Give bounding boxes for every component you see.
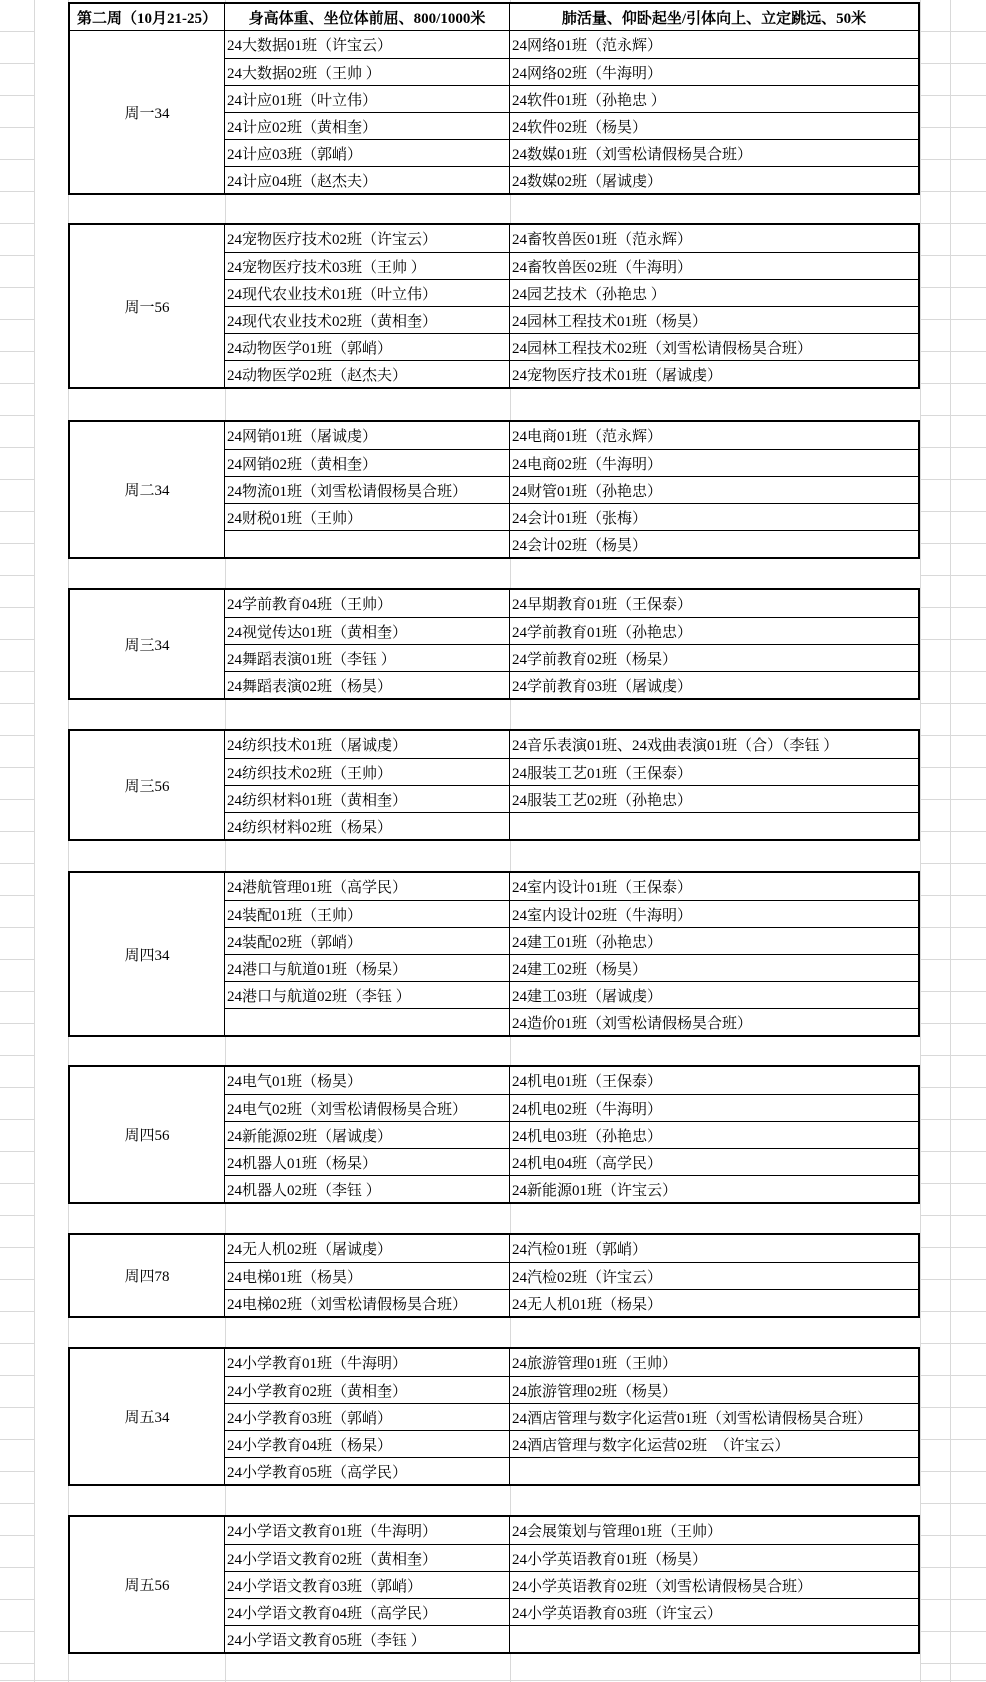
class-cell[interactable]: 24旅游管理02班（杨昊） (512, 1383, 678, 1400)
class-cell[interactable]: 24小学教育04班（杨杲） (225, 1431, 510, 1457)
class-cell[interactable]: 24财税01班（王帅） (225, 504, 510, 530)
class-cell[interactable]: 24电气02班（刘雪松请假杨昊合班） (225, 1095, 510, 1121)
class-cell[interactable]: 24宠物医疗技术02班（许宝云） (225, 225, 510, 252)
schedule-block-1 (68, 223, 920, 389)
block-rows (225, 225, 918, 387)
class-cell[interactable]: 24音乐表演01班、24戏曲表演01班（合）（李钰 ） (512, 738, 839, 754)
class-cell[interactable]: 24新能源02班（屠诚虔） (225, 1122, 510, 1148)
table-row (225, 166, 918, 193)
class-cell[interactable]: 24网销01班（屠诚虔） (225, 422, 510, 449)
class-cell[interactable]: 24畜牧兽医01班（范永辉） (512, 232, 693, 248)
class-cell[interactable]: 24小学教育02班（黄相奎） (225, 1377, 510, 1403)
class-cell[interactable]: 24电商02班（牛海明） (512, 456, 663, 473)
class-cell[interactable]: 24学前教育01班（孙艳忠） (512, 624, 693, 641)
class-cell[interactable]: 24酒店管理与数字化运营01班（刘雪松请假杨昊合班） (512, 1410, 873, 1427)
class-cell[interactable]: 24建工03班（屠诚虔） (512, 988, 663, 1005)
block-body (70, 1517, 918, 1652)
class-cell[interactable]: 24机电04班（高学民） (512, 1155, 663, 1172)
class-cell[interactable]: 24计应01班（叶立伟） (225, 86, 510, 112)
table-row (225, 58, 918, 85)
class-cell[interactable]: 24小学教育03班（郭峭） (225, 1404, 510, 1430)
class-cell[interactable]: 24酒店管理与数字化运营02班 （许宝云） (512, 1437, 790, 1454)
class-cell[interactable]: 24视觉传达01班（黄相奎） (225, 618, 510, 644)
class-cell[interactable]: 24小学英语教育02班（刘雪松请假杨昊合班） (512, 1578, 813, 1595)
table-row (225, 449, 918, 476)
schedule-block-6 (68, 1065, 920, 1204)
class-cell[interactable]: 24软件02班（杨昊） (512, 119, 648, 136)
class-cell[interactable]: 24电气01班（杨昊） (225, 1067, 510, 1094)
class-cell[interactable]: 24机电03班（孙艳忠） (512, 1128, 663, 1145)
class-cell[interactable]: 24汽检01班（郭峭） (512, 1242, 648, 1258)
table-row (225, 31, 918, 58)
class-cell[interactable]: 24会计02班（杨昊） (512, 537, 648, 554)
class-cell[interactable]: 24无人机02班（屠诚虔） (225, 1235, 510, 1262)
class-cell[interactable]: 24宠物医疗技术01班（屠诚虔） (512, 367, 723, 384)
class-cell[interactable]: 24大数据01班（许宝云） (225, 31, 510, 58)
class-cell[interactable]: 24室内设计01班（王保泰） (512, 880, 693, 896)
schedule-block-4 (68, 729, 920, 841)
class-cell[interactable] (510, 1458, 918, 1484)
header-test2-cell[interactable]: 肺活量、仰卧起坐/引体向上、立定跳远、50米 (561, 10, 867, 27)
table-row (225, 225, 918, 252)
table-row (225, 1289, 918, 1316)
header-row (70, 4, 918, 31)
class-cell[interactable]: 24装配02班（郭峭） (225, 928, 510, 954)
day-cell-7[interactable]: 周四78 (70, 1235, 225, 1316)
class-cell[interactable]: 24汽检02班（许宝云） (512, 1269, 663, 1286)
block-body (70, 590, 918, 698)
block-body (70, 31, 918, 193)
class-cell[interactable]: 24数媒01班（刘雪松请假杨昊合班） (512, 146, 753, 163)
table-row (225, 1148, 918, 1175)
block-rows (225, 1517, 918, 1652)
table-row (225, 333, 918, 360)
class-cell[interactable]: 24纺织技术02班（王帅） (225, 759, 510, 785)
class-cell[interactable] (225, 1009, 510, 1035)
block-body (70, 1235, 918, 1316)
class-cell[interactable]: 24园林工程技术01班（杨昊） (512, 313, 708, 330)
class-cell[interactable]: 24建工01班（孙艳忠） (512, 934, 663, 951)
table-row (225, 900, 918, 927)
block-rows (225, 873, 918, 1035)
header-week-cell[interactable]: 第二周（10月21-25） (70, 4, 225, 30)
class-cell[interactable]: 24舞蹈表演01班（李钰 ） (225, 645, 510, 671)
table-row (225, 644, 918, 671)
class-cell[interactable]: 24无人机01班（杨杲） (512, 1296, 663, 1313)
class-cell[interactable]: 24现代农业技术02班（黄相奎） (225, 307, 510, 333)
block-rows (225, 422, 918, 557)
class-cell[interactable]: 24电商01班（范永辉） (512, 429, 663, 445)
table-row (225, 1598, 918, 1625)
table-row (225, 1625, 918, 1652)
schedule-block-3 (68, 588, 920, 700)
class-cell[interactable]: 24网络01班（范永辉） (512, 38, 663, 54)
class-cell[interactable]: 24动物医学02班（赵杰夫） (225, 361, 510, 387)
table-row (225, 1008, 918, 1035)
schedule-block-2 (68, 420, 920, 559)
class-cell[interactable]: 24会展策划与管理01班（王帅） (512, 1524, 723, 1540)
class-cell[interactable]: 24大数据02班（王帅 ） (225, 59, 510, 85)
class-cell[interactable]: 24小学语文教育05班（李钰 ） (225, 1626, 510, 1652)
block-rows (225, 1235, 918, 1316)
table-row (225, 1376, 918, 1403)
table-row (225, 758, 918, 785)
table-row (225, 954, 918, 981)
table-row (225, 671, 918, 698)
class-cell[interactable] (510, 1626, 918, 1652)
day-cell-6[interactable]: 周四56 (70, 1067, 225, 1202)
table-row (225, 731, 918, 758)
table-row (225, 1121, 918, 1148)
block-rows (225, 31, 918, 193)
class-cell[interactable]: 24学前教育03班（屠诚虔） (512, 678, 693, 695)
class-cell[interactable]: 24机电02班（牛海明） (512, 1101, 663, 1118)
schedule-block-0 (68, 2, 920, 195)
day-cell-2[interactable]: 周二34 (70, 422, 225, 557)
table-row (225, 981, 918, 1008)
table-row (225, 1544, 918, 1571)
class-cell[interactable]: 24软件01班（孙艳忠 ） (512, 92, 666, 109)
class-cell[interactable]: 24小学英语教育01班（杨昊） (512, 1551, 708, 1568)
class-cell[interactable]: 24电梯01班（杨昊） (225, 1263, 510, 1289)
class-cell[interactable]: 24服装工艺02班（孙艳忠） (512, 792, 693, 809)
class-cell[interactable]: 24小学英语教育03班（许宝云） (512, 1605, 723, 1622)
block-body (70, 731, 918, 839)
class-cell[interactable]: 24现代农业技术01班（叶立伟） (225, 280, 510, 306)
class-cell[interactable]: 24服装工艺01班（王保泰） (512, 765, 693, 782)
class-cell[interactable]: 24小学语文教育03班（郭峭） (225, 1572, 510, 1598)
class-cell[interactable]: 24纺织技术01班（屠诚虔） (225, 731, 510, 758)
table-row (225, 1571, 918, 1598)
block-body (70, 1349, 918, 1484)
class-cell[interactable]: 24机器人01班（杨杲） (225, 1149, 510, 1175)
class-cell[interactable]: 24舞蹈表演02班（杨昊） (225, 672, 510, 698)
right-margin-column-line (950, 0, 951, 1682)
table-row (225, 530, 918, 557)
table-row (225, 1457, 918, 1484)
table-row (225, 1349, 918, 1376)
class-cell[interactable]: 24纺织材料01班（黄相奎） (225, 786, 510, 812)
class-cell[interactable]: 24机电01班（王保泰） (512, 1074, 663, 1090)
day-cell-1[interactable]: 周一56 (70, 225, 225, 387)
table-row (225, 812, 918, 839)
table-row (225, 112, 918, 139)
right-margin-gridlines (921, 0, 986, 1682)
schedule-block-5 (68, 871, 920, 1037)
table-row (225, 1094, 918, 1121)
day-cell-8[interactable]: 周五34 (70, 1349, 225, 1484)
block-body (70, 1067, 918, 1202)
class-cell[interactable]: 24旅游管理01班（王帅） (512, 1356, 678, 1372)
table-row (225, 360, 918, 387)
class-cell[interactable]: 24室内设计02班（牛海明） (512, 907, 693, 924)
table-row (225, 1175, 918, 1202)
table-row (225, 785, 918, 812)
table-row (225, 1517, 918, 1544)
class-cell[interactable]: 24小学语文教育01班（牛海明） (225, 1517, 510, 1544)
class-cell[interactable]: 24学前教育04班（王帅） (225, 590, 510, 617)
schedule-block-9 (68, 1515, 920, 1654)
class-cell[interactable]: 24网络02班（牛海明） (512, 65, 663, 82)
block-body (70, 225, 918, 387)
table-row (225, 476, 918, 503)
table-row (225, 85, 918, 112)
table-row (225, 1235, 918, 1262)
block-rows (225, 731, 918, 839)
class-cell[interactable]: 24机器人02班（李钰 ） (225, 1176, 510, 1202)
day-cell-5[interactable]: 周四34 (70, 873, 225, 1035)
class-cell[interactable]: 24建工02班（杨昊） (512, 961, 648, 978)
header-test1-cell[interactable]: 身高体重、坐位体前屈、800/1000米 (225, 4, 510, 30)
class-cell[interactable]: 24小学语文教育04班（高学民） (225, 1599, 510, 1625)
table-row (225, 1067, 918, 1094)
class-cell[interactable]: 24早期教育01班（王保泰） (512, 597, 693, 613)
class-cell[interactable]: 24计应02班（黄相奎） (225, 113, 510, 139)
table-row (225, 279, 918, 306)
class-cell[interactable]: 24宠物医疗技术03班（王帅 ） (225, 253, 510, 279)
table-row (225, 252, 918, 279)
class-cell[interactable]: 24计应03班（郭峭） (225, 140, 510, 166)
class-cell[interactable]: 24园艺技术（孙艳忠 ） (512, 286, 666, 303)
table-row (225, 306, 918, 333)
block-body (70, 873, 918, 1035)
block-rows (225, 590, 918, 698)
table-row (225, 1430, 918, 1457)
table-row (225, 617, 918, 644)
table-row (225, 422, 918, 449)
block-rows (225, 1067, 918, 1202)
gridline-bottom-row (0, 1680, 986, 1681)
class-cell[interactable]: 24电梯02班（刘雪松请假杨昊合班） (225, 1290, 510, 1316)
class-cell[interactable]: 24港航管理01班（高学民） (225, 873, 510, 900)
class-cell[interactable]: 24装配01班（王帅） (225, 901, 510, 927)
table-row (225, 1262, 918, 1289)
schedule-block-7 (68, 1233, 920, 1318)
class-cell[interactable]: 24小学教育05班（高学民） (225, 1458, 510, 1484)
class-cell[interactable]: 24造价01班（刘雪松请假杨昊合班） (512, 1015, 753, 1032)
schedule-block-8 (68, 1347, 920, 1486)
class-cell[interactable] (225, 531, 510, 557)
class-cell[interactable]: 24网销02班（黄相奎） (225, 450, 510, 476)
class-cell[interactable]: 24纺织材料02班（杨杲） (225, 813, 510, 839)
day-cell-0[interactable]: 周一34 (70, 31, 225, 193)
left-margin-gridlines (0, 0, 35, 1682)
table-row (225, 139, 918, 166)
block-body (70, 422, 918, 557)
class-cell[interactable]: 24会计01班（张梅） (512, 510, 648, 527)
table-row (225, 503, 918, 530)
class-cell[interactable]: 24数媒02班（屠诚虔） (512, 173, 663, 190)
day-cell-9[interactable]: 周五56 (70, 1517, 225, 1652)
class-cell[interactable]: 24新能源01班（许宝云） (512, 1182, 678, 1199)
class-cell[interactable]: 24小学教育01班（牛海明） (225, 1349, 510, 1376)
day-cell-3[interactable]: 周三34 (70, 590, 225, 698)
table-row (225, 1403, 918, 1430)
table-row (225, 590, 918, 617)
class-cell[interactable]: 24财管01班（孙艳忠） (512, 483, 663, 500)
class-cell[interactable]: 24港口与航道02班（李钰 ） (225, 982, 510, 1008)
class-cell[interactable]: 24动物医学01班（郭峭） (225, 334, 510, 360)
class-cell[interactable]: 24港口与航道01班（杨杲） (225, 955, 510, 981)
class-cell[interactable] (510, 813, 918, 839)
class-cell[interactable]: 24计应04班（赵杰夫） (225, 167, 510, 193)
class-cell[interactable]: 24小学语文教育02班（黄相奎） (225, 1545, 510, 1571)
class-cell[interactable]: 24物流01班（刘雪松请假杨昊合班） (225, 477, 510, 503)
class-cell[interactable]: 24学前教育02班（杨杲） (512, 651, 678, 668)
class-cell[interactable]: 24畜牧兽医02班（牛海明） (512, 259, 693, 276)
day-cell-4[interactable]: 周三56 (70, 731, 225, 839)
block-rows (225, 1349, 918, 1484)
table-row (225, 927, 918, 954)
table-row (225, 873, 918, 900)
class-cell[interactable]: 24园林工程技术02班（刘雪松请假杨昊合班） (512, 340, 813, 357)
